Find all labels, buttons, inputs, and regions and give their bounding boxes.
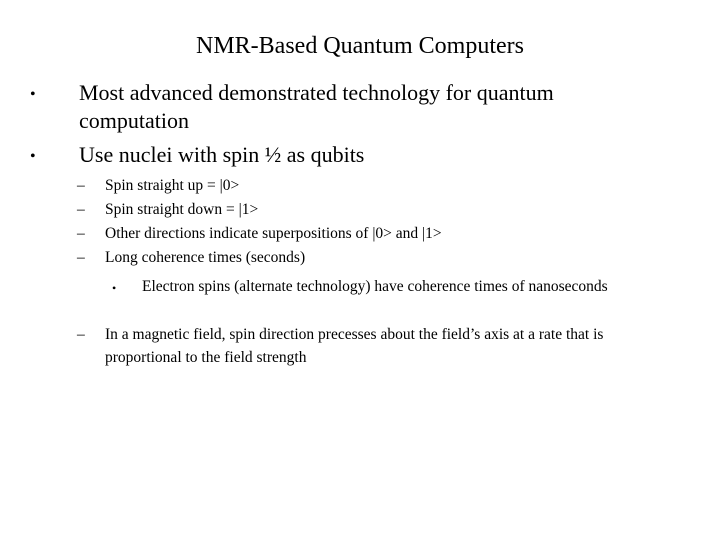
dash-marker: – xyxy=(77,177,85,194)
bullet-item xyxy=(30,79,630,135)
sub-sub-bullet-text: Electron spins (alternate technology) have coherence times of nanoseconds xyxy=(142,278,608,295)
slide-title: NMR-Based Quantum Computers xyxy=(196,33,524,59)
sub-bullet-item xyxy=(77,246,677,269)
dash-marker: – xyxy=(77,225,85,242)
bullet-text: Use nuclei with spin ½ as qubits xyxy=(79,142,365,167)
bullet-item xyxy=(30,141,630,169)
sub-bullet-text: Spin straight down = |1> xyxy=(105,201,259,218)
sub-bullet-item xyxy=(77,174,677,197)
sub-sub-bullet-item xyxy=(112,276,612,298)
bullet-marker: • xyxy=(30,148,36,165)
bullet-text: Most advanced demonstrated technology for quantum computation xyxy=(79,80,554,133)
sub-bullet-item xyxy=(77,222,677,245)
sub-bullet-text: Long coherence times (seconds) xyxy=(105,249,306,266)
sub-bullet-item xyxy=(77,323,677,369)
dash-marker: – xyxy=(77,249,85,266)
sub-bullet-text: Other directions indicate superpositions of |0> and |1> xyxy=(105,225,442,242)
sub-bullet-text: In a magnetic field, spin direction precesses about the field’s axis at a rate that is proportional to the field strength xyxy=(105,326,604,366)
dash-marker: – xyxy=(77,326,85,343)
dash-marker: – xyxy=(77,201,85,218)
sub-bullet-item xyxy=(77,198,677,221)
bullet-marker: • xyxy=(112,281,117,295)
sub-bullet-text: Spin straight up = |0> xyxy=(105,177,240,194)
bullet-marker: • xyxy=(30,86,36,103)
